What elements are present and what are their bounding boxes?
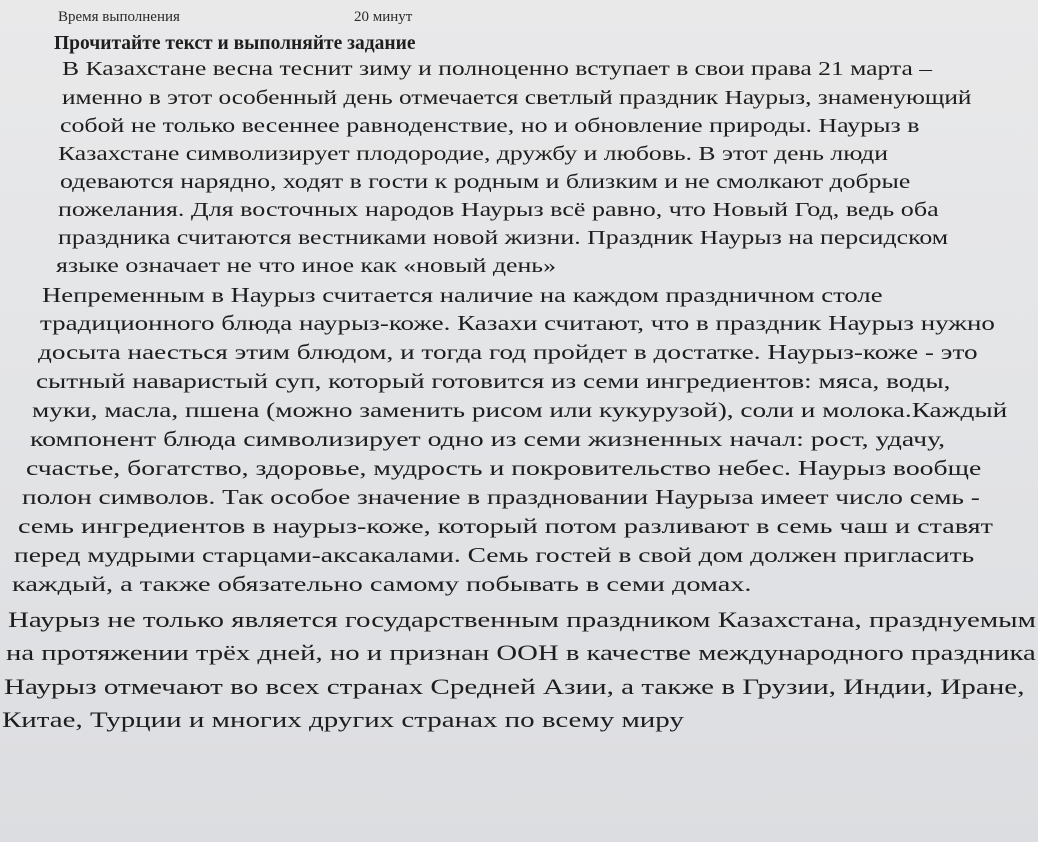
text-line: муки, масла, пшена (можно заменить рисом или кукурузой), соли и молока.Каждый	[32, 398, 1008, 422]
text-line: собой не только весеннее равноденствие, но и обновление природы. Наурыз в	[60, 116, 920, 137]
text-line: пожелания. Для восточных народов Наурыз всё равно, что Новый Год, ведь оба	[58, 200, 939, 221]
text-line: языке означает не что иное как «новый день»	[56, 256, 557, 277]
time-limit-label: Время выполнения	[58, 9, 180, 25]
text-line: именно в этот особенный день отмечается светлый праздник Наурыз, знаменующий	[62, 88, 972, 109]
text-line: сытный наваристый суп, который готовится из семи ингредиентов: мяса, воды,	[36, 369, 951, 393]
text-line: Казахстане символизирует плодородие, дружбу и любовь. В этот день люди	[58, 144, 888, 165]
text-line: традиционного блюда наурыз-коже. Казахи считают, что в праздник Наурыз нужно	[40, 311, 995, 335]
text-line: перед мудрыми старцами-аксакалами. Семь гостей в свой дом должен пригласить	[14, 543, 975, 567]
text-line: Наурыз отмечают во всех странах Средней Азии, а также в Грузии, Индии, Иране,	[4, 674, 1025, 699]
text-line: счастье, богатство, здоровье, мудрость и покровительство небес. Наурыз вообще	[26, 456, 982, 480]
text-line: компонент блюда символизирует одно из семи жизненных начал: рост, удачу,	[30, 427, 946, 451]
text-line: семь ингредиентов в наурыз-коже, который потом разливают в семь чаш и ставят	[18, 514, 993, 538]
time-limit-value: 20 минут	[354, 9, 413, 25]
text-line: Китае, Турции и многих других странах по всему миру	[2, 707, 684, 732]
text-line: досыта наесться этим блюдом, и тогда год пройдет в достатке. Наурыз-коже - это	[38, 340, 978, 364]
text-line: каждый, а также обязательно самому побывать в семи домах.	[12, 572, 752, 596]
text-line: одеваются нарядно, ходят в гости к родным и близким и не смолкают добрые	[60, 172, 911, 193]
text-line: полон символов. Так особое значение в праздновании Наурыза имеет число семь -	[22, 485, 980, 509]
text-line: праздника считаются вестниками новой жизни. Праздник Наурыз на персидском	[58, 228, 949, 249]
text-line: В Казахстане весна теснит зиму и полноценно вступает в свои права 21 марта –	[62, 59, 933, 80]
text-line: Наурыз не только является государственным праздником Казахстана, празднуемым	[8, 607, 1036, 632]
task-title: Прочитайте текст и выполняйте задание	[54, 33, 416, 54]
text-line: Непременным в Наурыз считается наличие на каждом праздничном столе	[42, 283, 883, 307]
text-line: на протяжении трёх дней, но и признан ООН в качестве международного праздника	[6, 640, 1036, 665]
